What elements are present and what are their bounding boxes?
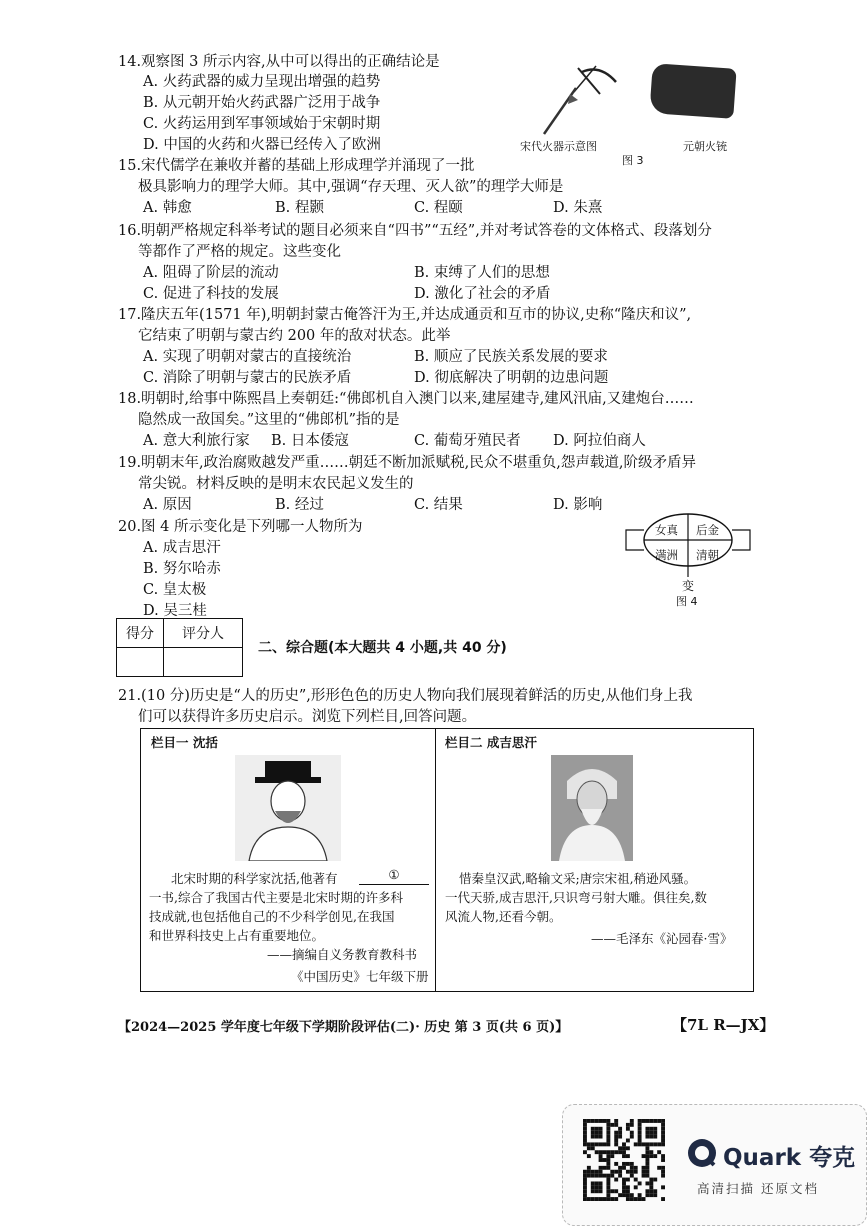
fig3-left-caption: 宋代火器示意图 bbox=[520, 140, 597, 153]
column-1-line3: 技成就,也包括他自己的不少科学创见,在我国 bbox=[149, 909, 395, 924]
q15-option-c: C. 程颐 bbox=[414, 200, 463, 216]
q17-option-a: A. 实现了明朝对蒙古的直接统治 bbox=[143, 349, 352, 365]
q21-stem-line1: 21.(10 分)历史是“人的历史”,形形色色的历史人物向我们展现着鲜活的历史,从他们身上我 bbox=[118, 688, 693, 704]
column-1-source1: ——摘编自义务教育教科书 bbox=[267, 947, 418, 962]
q21-material-box bbox=[140, 728, 754, 992]
quark-logo-icon bbox=[686, 1137, 718, 1169]
q15-option-d: D. 朱熹 bbox=[553, 200, 603, 216]
panel-divider bbox=[435, 729, 436, 991]
grader-header: 评分人 bbox=[164, 619, 243, 648]
q20-option-a: A. 成吉思汗 bbox=[143, 540, 221, 556]
column-1-line1: 北宋时期的科学家沈括,他著有 bbox=[171, 871, 338, 886]
grader-cell bbox=[164, 648, 243, 677]
q16-stem-line2: 等都作了严格的规定。这些变化 bbox=[138, 244, 341, 260]
q18-option-b: B. 日本倭寇 bbox=[271, 433, 349, 449]
fig4-top-left: 女真 bbox=[655, 523, 678, 537]
column-1-title: 栏目一 沈括 bbox=[151, 735, 218, 750]
fig4-label: 图 4 bbox=[676, 595, 698, 608]
fig4-bottom-right: 清朝 bbox=[696, 548, 719, 562]
page-footer: 【2024—2025 学年度七年级下学期阶段评估(二)· 历史 第 3 页(共 6 页)】 bbox=[118, 1020, 569, 1035]
q19-option-c: C. 结果 bbox=[414, 497, 463, 513]
q14-option-d: D. 中国的火药和火器已经传入了欧洲 bbox=[143, 137, 381, 153]
q18-option-a: A. 意大利旅行家 bbox=[143, 433, 250, 449]
column-1-line2: 一书,综合了我国古代主要是北宋时期的许多科 bbox=[149, 890, 403, 905]
q19-option-a: A. 原因 bbox=[143, 497, 192, 513]
column-2-line2: 一代天骄,成吉思汗,只识弯弓射大雕。俱往矣,数 bbox=[445, 890, 707, 905]
q18-option-d: D. 阿拉伯商人 bbox=[553, 433, 646, 449]
q16-option-a: A. 阻碍了阶层的流动 bbox=[143, 265, 279, 281]
column-2-line1: 惜秦皇汉武,略输文采;唐宗宋祖,稍逊风骚。 bbox=[459, 871, 697, 886]
q16-stem-line1: 16.明朝严格规定科举考试的题目必须来自“四书”“五经”,并对考试答卷的文体格式、段落划分 bbox=[118, 223, 712, 239]
fig3-right-caption: 元朝火铳 bbox=[683, 140, 727, 153]
paper-code: 【7L R—JX】 bbox=[672, 1016, 775, 1034]
q16-option-b: B. 束缚了人们的思想 bbox=[414, 265, 550, 281]
quark-slogan: 高清扫描 还原文档 bbox=[697, 1181, 819, 1196]
q15-option-a: A. 韩愈 bbox=[143, 200, 192, 216]
q15-stem-line2: 极具影响力的理学大师。其中,强调“存天理、灭人欲”的理学大师是 bbox=[138, 179, 564, 195]
q21-stem-line2: 们可以获得许多历史启示。浏览下列栏目,回答问题。 bbox=[138, 709, 477, 725]
column-1-source2: 《中国历史》七年级下册 bbox=[291, 969, 429, 984]
score-cell bbox=[117, 648, 164, 677]
q19-option-b: B. 经过 bbox=[275, 497, 324, 513]
q14-stem: 14.观察图 3 所示内容,从中可以得出的正确结论是 bbox=[118, 54, 440, 70]
q18-stem-line2: 隐然成一敌国矣。”这里的“佛郎机”指的是 bbox=[138, 412, 400, 428]
q20-option-d: D. 吴三桂 bbox=[143, 603, 207, 619]
column-2-title: 栏目二 成吉思汗 bbox=[445, 735, 537, 750]
q19-option-d: D. 影响 bbox=[553, 497, 603, 513]
column-1-line4: 和世界科技史上占有重要地位。 bbox=[149, 928, 325, 943]
q18-option-c: C. 葡萄牙殖民者 bbox=[414, 433, 521, 449]
quark-watermark bbox=[562, 1104, 867, 1226]
fig4-bottom-label: 变 bbox=[682, 579, 695, 593]
q14-option-b: B. 从元朝开始火药武器广泛用于战争 bbox=[143, 95, 381, 111]
genghis-khan-portrait bbox=[551, 755, 633, 861]
q18-stem-line1: 18.明朝时,给事中陈熙昌上奏朝廷:“佛郎机自入澳门以来,建屋建寺,建风汛庙,又建炮台…… bbox=[118, 391, 694, 407]
q17-stem-line2: 它结束了明朝与蒙古约 200 年的敌对状态。此举 bbox=[138, 328, 451, 344]
q16-option-c: C. 促进了科技的发展 bbox=[143, 286, 279, 302]
fig4-top-right: 后金 bbox=[696, 523, 719, 537]
score-header: 得分 bbox=[117, 619, 164, 648]
yuan-handgun-image bbox=[649, 63, 736, 119]
fig4-bottom-left: 满洲 bbox=[655, 548, 678, 562]
q20-option-b: B. 努尔哈赤 bbox=[143, 561, 221, 577]
q17-stem-line1: 17.隆庆五年(1571 年),明朝封蒙古俺答汗为王,并达成通贡和互市的协议,史称“隆庆和议”, bbox=[118, 307, 692, 323]
column-2-source: ——毛泽东《沁园春·雪》 bbox=[591, 931, 733, 946]
q20-stem: 20.图 4 所示变化是下列哪一人物所为 bbox=[118, 519, 363, 535]
q17-option-b: B. 顺应了民族关系发展的要求 bbox=[414, 349, 608, 365]
q15-option-b: B. 程颢 bbox=[275, 200, 324, 216]
column-2-line3: 风流人物,还看今朝。 bbox=[445, 909, 562, 924]
blank-1: ① bbox=[359, 865, 429, 885]
q19-stem-line2: 常尖锐。材料反映的是明末农民起义发生的 bbox=[138, 476, 414, 492]
q19-stem-line1: 19.明朝末年,政治腐败越发严重……朝廷不断加派赋税,民众不堪重负,怨声载道,阶级矛盾异 bbox=[118, 455, 696, 471]
q16-option-d: D. 激化了社会的矛盾 bbox=[414, 286, 551, 302]
section-2-heading: 二、综合题(本大题共 4 小题,共 40 分) bbox=[258, 640, 507, 656]
q14-option-a: A. 火药武器的威力呈现出增强的趋势 bbox=[143, 74, 381, 90]
q17-option-d: D. 彻底解决了明朝的边患问题 bbox=[414, 370, 609, 386]
q15-stem-line1: 15.宋代儒学在兼收并蓄的基础上形成理学并涌现了一批 bbox=[118, 158, 475, 174]
score-table bbox=[116, 618, 243, 677]
song-fire-weapon-illustration bbox=[530, 58, 620, 138]
qr-code-icon bbox=[583, 1119, 665, 1201]
q20-option-c: C. 皇太极 bbox=[143, 582, 207, 598]
fig3-label: 图 3 bbox=[622, 154, 644, 167]
shen-kuo-portrait bbox=[235, 755, 341, 861]
quark-brand: Quark 夸克 bbox=[723, 1145, 856, 1171]
q14-option-c: C. 火药运用到军事领域始于宋朝时期 bbox=[143, 116, 381, 132]
q17-option-c: C. 消除了明朝与蒙古的民族矛盾 bbox=[143, 370, 352, 386]
